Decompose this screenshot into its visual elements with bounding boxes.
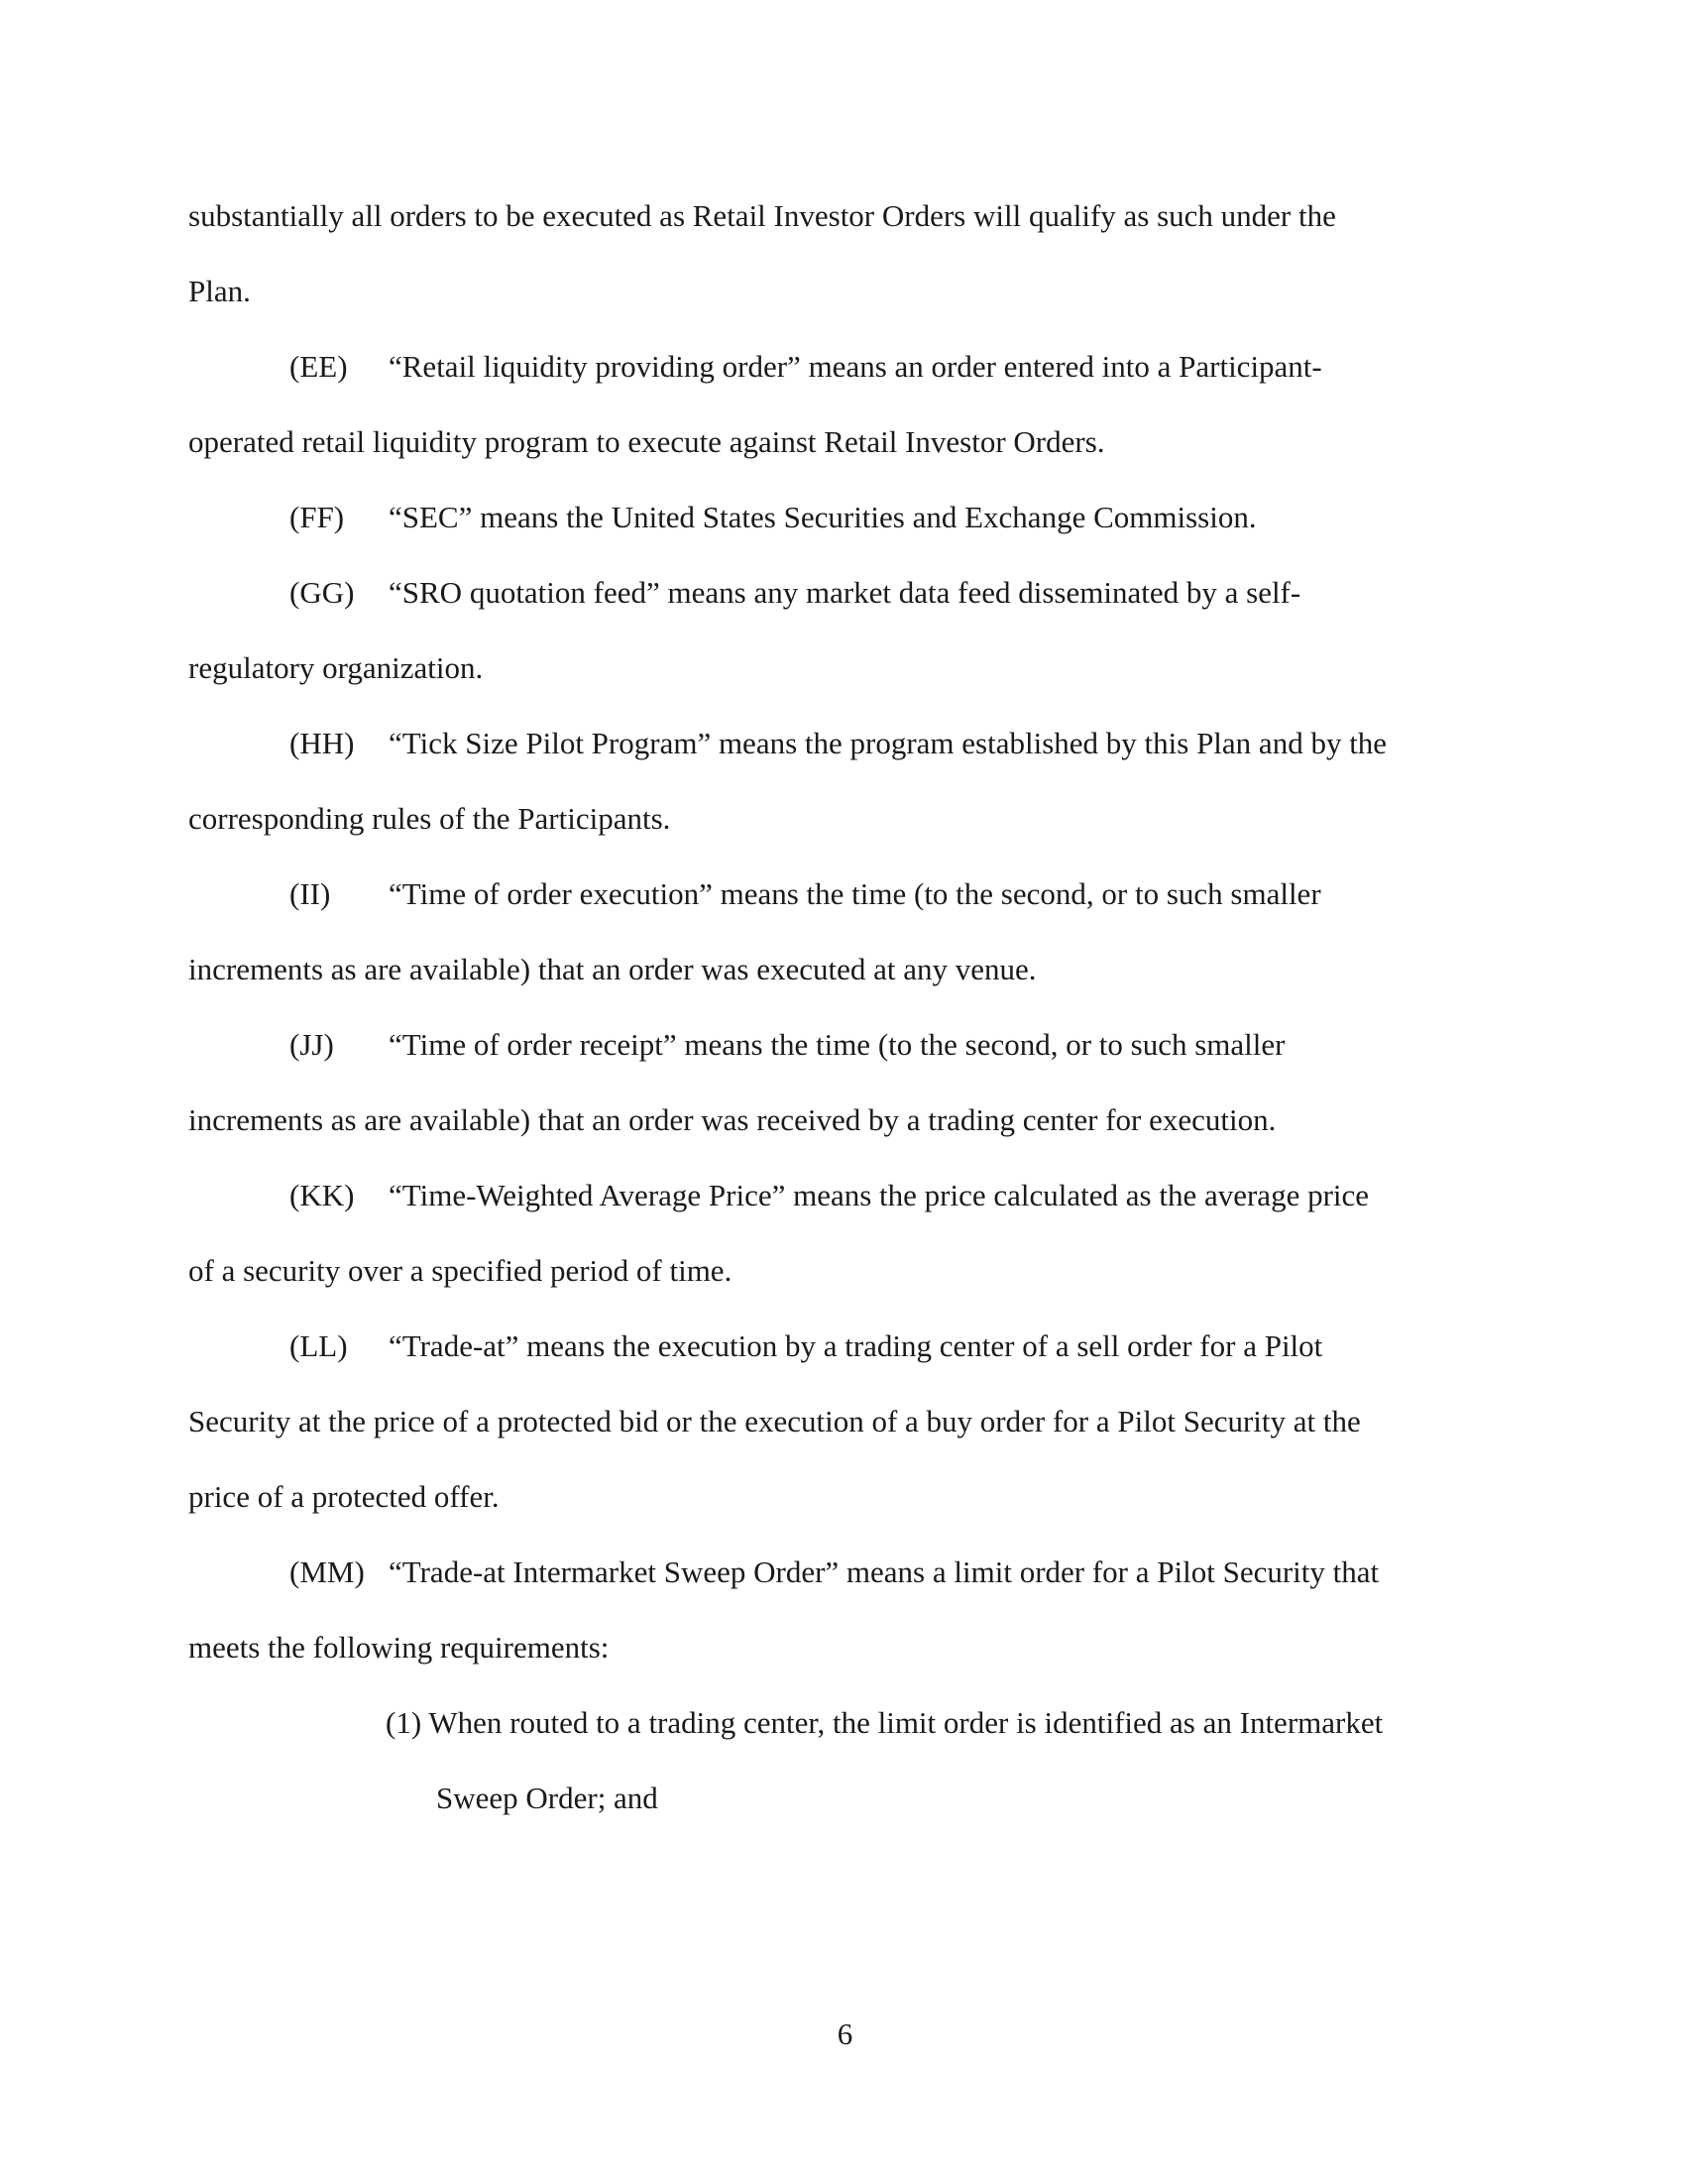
- definition-continuation: of a security over a specified period of time.: [188, 1253, 732, 1288]
- definition-continuation: price of a protected offer.: [188, 1479, 500, 1514]
- definition-text: “SRO quotation feed” means any market data feed disseminated by a self-: [389, 575, 1301, 610]
- definition-continuation: corresponding rules of the Participants.: [188, 801, 671, 836]
- definition-continuation: meets the following requirements:: [188, 1630, 610, 1665]
- definition-text: “Time of order receipt” means the time (to the second, or to such smaller: [389, 1027, 1286, 1062]
- definition-text: “Retail liquidity providing order” means an order entered into a Participant-: [389, 349, 1322, 384]
- definition-ee: [289, 347, 1322, 387]
- list-item-text: When routed to a trading center, the limit order is identified as an Intermarket: [428, 1705, 1384, 1740]
- definition-label: (FF): [289, 500, 345, 534]
- definition-continuation: regulatory organization.: [188, 650, 484, 685]
- intro-line-1: substantially all orders to be executed as Retail Investor Orders will qualify as such under the: [188, 198, 1336, 233]
- definition-text: “Trade-at Intermarket Sweep Order” means a limit order for a Pilot Security that: [389, 1554, 1380, 1589]
- definition-ll: [289, 1326, 1322, 1366]
- definition-text: “Time-Weighted Average Price” means the price calculated as the average price: [389, 1178, 1370, 1212]
- definition-label: (HH): [289, 726, 355, 760]
- page-number: 6: [837, 2016, 853, 2051]
- definition-hh: [289, 724, 1387, 763]
- definition-text: “SEC” means the United States Securities and Exchange Commission.: [389, 500, 1257, 534]
- definition-label: (JJ): [289, 1027, 334, 1062]
- definition-label: (II): [289, 876, 331, 911]
- definition-continuation: Security at the price of a protected bid or the execution of a buy order for a Pilot Security at the: [188, 1404, 1361, 1438]
- definition-text: “Time of order execution” means the time (to the second, or to such smaller: [389, 876, 1321, 911]
- definition-label: (LL): [289, 1328, 348, 1363]
- definition-kk: [289, 1176, 1369, 1215]
- intro-line-2: Plan.: [188, 274, 251, 308]
- list-item-continuation: Sweep Order; and: [436, 1781, 658, 1815]
- definition-label: (MM): [289, 1554, 365, 1589]
- definition-continuation: operated retail liquidity program to execute against Retail Investor Orders.: [188, 424, 1105, 459]
- list-item-label: (1): [386, 1705, 422, 1740]
- definition-text: “Trade-at” means the execution by a trading center of a sell order for a Pilot: [389, 1328, 1323, 1363]
- list-item-1: [386, 1703, 1383, 1743]
- definition-ff: [289, 498, 1257, 537]
- definition-text: “Tick Size Pilot Program” means the program established by this Plan and by the: [389, 726, 1388, 760]
- definition-ii: [289, 874, 1321, 914]
- definition-mm: [289, 1552, 1379, 1592]
- definition-label: (GG): [289, 575, 355, 610]
- definition-continuation: increments as are available) that an order was executed at any venue.: [188, 952, 1037, 986]
- definition-jj: [289, 1025, 1285, 1065]
- definition-gg: [289, 573, 1300, 613]
- definition-label: (KK): [289, 1178, 355, 1212]
- definition-label: (EE): [289, 349, 348, 384]
- definition-continuation: increments as are available) that an order was received by a trading center for execution.: [188, 1102, 1277, 1137]
